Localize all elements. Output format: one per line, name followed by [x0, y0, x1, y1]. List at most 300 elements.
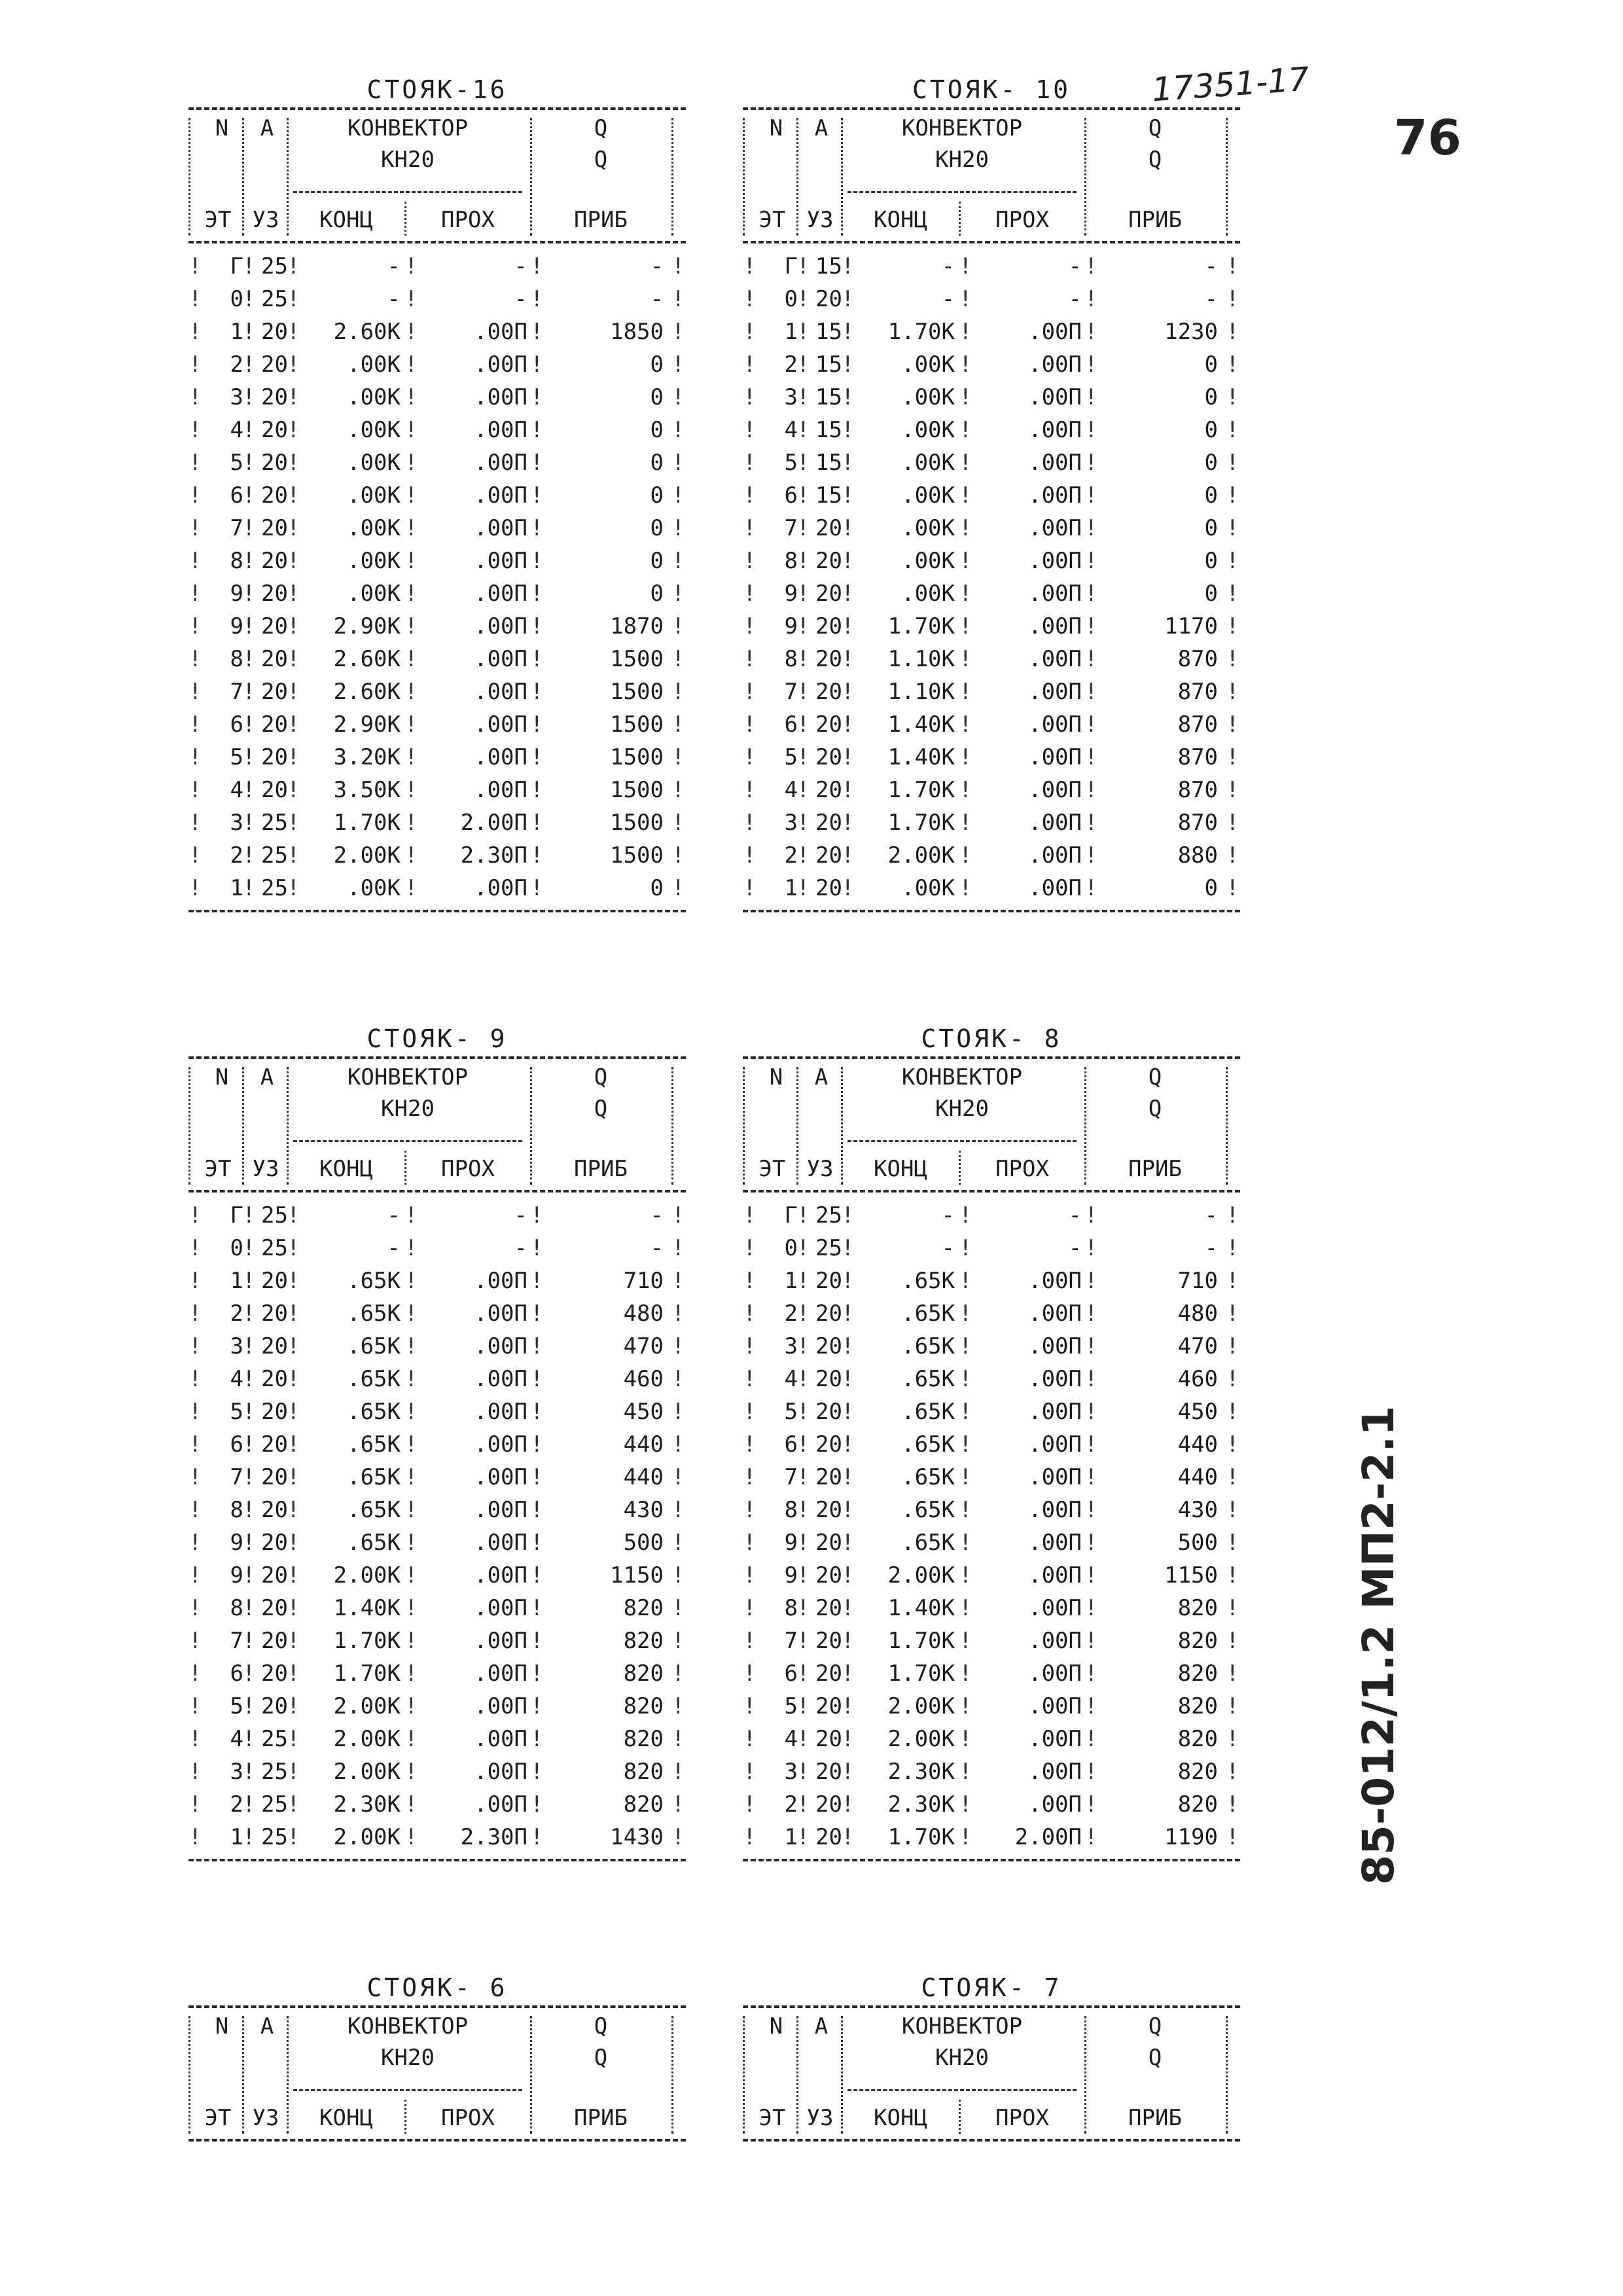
column-bar: ! — [1226, 1595, 1240, 1621]
header-separator — [404, 2100, 406, 2134]
table-body — [188, 1193, 686, 1859]
column-bar: ! — [959, 613, 972, 639]
column-bar: ! — [1226, 646, 1240, 672]
cell-node: 20 — [815, 1824, 842, 1850]
header-prox: ПРОХ — [441, 207, 495, 233]
column-bar: ! — [1084, 1759, 1098, 1785]
column-bar: ! — [743, 1366, 757, 1392]
table-row — [743, 1821, 1240, 1854]
header-a: А — [260, 2013, 274, 2039]
table-row — [188, 1657, 686, 1690]
column-bar: ! — [404, 286, 418, 312]
column-bar: ! — [242, 646, 256, 672]
column-bar: ! — [671, 1628, 685, 1654]
header-prib: ПРИБ — [574, 1156, 628, 1182]
table-row — [188, 839, 686, 872]
header-prox: ПРОХ — [441, 2105, 495, 2131]
column-bar: ! — [242, 1235, 256, 1261]
cell-floor: 7 — [784, 515, 798, 541]
column-bar: ! — [959, 1530, 972, 1556]
column-bar: ! — [796, 1366, 810, 1392]
cell-prox: .00П — [474, 646, 527, 672]
table-row — [743, 1199, 1240, 1232]
table-body — [743, 243, 1240, 910]
cell-node: 20 — [261, 1693, 288, 1719]
header-konc: КОНЦ — [874, 207, 927, 233]
column-bar: ! — [242, 1464, 256, 1490]
cell-floor: 4 — [230, 1366, 243, 1392]
column-bar: ! — [242, 744, 256, 770]
cell-konc: .65К — [347, 1268, 401, 1294]
column-bar: ! — [743, 482, 757, 509]
column-bar: ! — [1084, 1202, 1098, 1229]
table-row — [188, 1363, 686, 1395]
header-separator — [671, 1067, 673, 1185]
header-model: КН20 — [381, 2045, 435, 2071]
header-model: КН20 — [381, 1096, 435, 1122]
column-bar: ! — [1226, 1399, 1240, 1425]
cell-prib: 460 — [1177, 1366, 1218, 1392]
column-bar: ! — [287, 417, 300, 443]
cell-prib: 0 — [650, 450, 664, 476]
cell-prox: .00П — [474, 744, 527, 770]
column-bar: ! — [1226, 1824, 1240, 1850]
cell-konc: 1.70К — [333, 810, 401, 836]
header-convector: КОНВЕКТОР — [901, 1064, 1023, 1090]
cell-prox: .00П — [474, 384, 527, 410]
cell-prib: 470 — [623, 1333, 664, 1359]
column-bar: ! — [287, 1726, 300, 1752]
cell-floor: 7 — [784, 1628, 798, 1654]
column-bar: ! — [841, 581, 855, 607]
cell-floor: 7 — [230, 1464, 243, 1490]
column-bar: ! — [671, 1464, 685, 1490]
column-bar: ! — [796, 1497, 810, 1523]
cell-node: 20 — [261, 1333, 288, 1359]
cell-konc: - — [941, 1202, 955, 1229]
cell-konc: .65К — [347, 1366, 401, 1392]
column-bar: ! — [671, 384, 685, 410]
header-separator — [188, 118, 190, 236]
column-bar: ! — [188, 1464, 202, 1490]
column-bar: ! — [796, 515, 810, 541]
column-bar: ! — [1084, 319, 1098, 345]
column-bar: ! — [188, 744, 202, 770]
column-bar: ! — [841, 1562, 855, 1588]
column-bar: ! — [671, 1399, 685, 1425]
column-bar: ! — [1084, 875, 1098, 901]
cell-floor: 2 — [230, 351, 243, 378]
cell-konc: 1.70К — [887, 613, 955, 639]
column-bar: ! — [1084, 1824, 1098, 1850]
column-bar: ! — [841, 1464, 855, 1490]
column-bar: ! — [796, 482, 810, 509]
column-bar: ! — [404, 1366, 418, 1392]
column-bar: ! — [959, 1399, 972, 1425]
column-bar: ! — [841, 1759, 855, 1785]
cell-prox: .00П — [1028, 1497, 1082, 1523]
column-bar: ! — [796, 253, 810, 279]
cell-node: 20 — [261, 1431, 288, 1458]
column-bar: ! — [287, 384, 300, 410]
column-bar: ! — [671, 548, 685, 574]
column-bar: ! — [530, 482, 544, 509]
cell-prox: - — [514, 286, 527, 312]
column-bar: ! — [404, 842, 418, 869]
cell-konc: .00К — [347, 515, 401, 541]
column-bar: ! — [530, 1235, 544, 1261]
column-bar: ! — [959, 548, 972, 574]
cell-node: 25 — [261, 810, 288, 836]
column-bar: ! — [841, 1628, 855, 1654]
cell-floor: 8 — [230, 1595, 243, 1621]
column-bar: ! — [188, 1562, 202, 1588]
column-bar: ! — [671, 1300, 685, 1327]
header-n: N — [215, 115, 229, 141]
cell-prox: .00П — [1028, 1300, 1082, 1327]
column-bar: ! — [743, 1464, 757, 1490]
cell-prox: .00П — [1028, 1366, 1082, 1392]
column-bar: ! — [530, 1791, 544, 1818]
column-bar: ! — [841, 777, 855, 803]
column-bar: ! — [242, 1693, 256, 1719]
column-bar: ! — [796, 810, 810, 836]
header-separator — [1226, 1067, 1228, 1185]
column-bar: ! — [1226, 581, 1240, 607]
column-bar: ! — [188, 417, 202, 443]
table-row — [743, 1526, 1240, 1559]
cell-prib: - — [650, 286, 664, 312]
column-bar: ! — [841, 1726, 855, 1752]
cell-prox: .00П — [1028, 744, 1082, 770]
cell-prib: 820 — [1177, 1791, 1218, 1818]
column-bar: ! — [287, 319, 300, 345]
header-separator — [1226, 118, 1228, 236]
riser-table-6 — [188, 1970, 686, 2142]
cell-prib: - — [650, 1235, 664, 1261]
cell-floor: 5 — [784, 1399, 798, 1425]
cell-prib: 0 — [650, 548, 664, 574]
cell-floor: 3 — [784, 1333, 798, 1359]
column-bar: ! — [1084, 1628, 1098, 1654]
column-bar: ! — [1226, 351, 1240, 378]
column-bar: ! — [530, 1268, 544, 1294]
document-number: 17351-17 — [1150, 60, 1311, 109]
column-bar: ! — [841, 1366, 855, 1392]
column-bar: ! — [188, 319, 202, 345]
cell-prox: .00П — [474, 1759, 527, 1785]
header-separator — [841, 2016, 843, 2134]
column-bar: ! — [1084, 384, 1098, 410]
cell-konc: 1.70К — [887, 1824, 955, 1850]
cell-floor: 1 — [784, 1824, 798, 1850]
cell-prox: 2.00П — [460, 810, 527, 836]
header-separator — [1084, 118, 1086, 236]
cell-prib: 0 — [1204, 875, 1218, 901]
cell-node: 20 — [815, 515, 842, 541]
column-bar: ! — [530, 1431, 544, 1458]
table-row — [743, 1265, 1240, 1297]
column-bar: ! — [959, 1366, 972, 1392]
header-q1: Q — [594, 1064, 608, 1090]
column-bar: ! — [959, 1235, 972, 1261]
cell-konc: .65К — [901, 1366, 955, 1392]
column-bar: ! — [743, 1497, 757, 1523]
cell-prox: - — [1068, 1202, 1082, 1229]
column-bar: ! — [530, 679, 544, 705]
cell-prox: .00П — [1028, 1530, 1082, 1556]
column-bar: ! — [841, 384, 855, 410]
column-bar: ! — [796, 1562, 810, 1588]
cell-konc: .65К — [901, 1333, 955, 1359]
cell-floor: 7 — [784, 679, 798, 705]
column-bar: ! — [841, 253, 855, 279]
column-bar: ! — [287, 875, 300, 901]
cell-konc: 2.00К — [887, 1693, 955, 1719]
column-bar: ! — [404, 1268, 418, 1294]
column-bar: ! — [959, 581, 972, 607]
column-bar: ! — [796, 1660, 810, 1687]
column-bar: ! — [841, 1497, 855, 1523]
cell-node: 25 — [815, 1202, 842, 1229]
column-bar: ! — [959, 1268, 972, 1294]
column-bar: ! — [841, 1300, 855, 1327]
riser-title: СТОЯК-16 — [366, 75, 508, 104]
cell-node: 15 — [815, 351, 842, 378]
column-bar: ! — [796, 1464, 810, 1490]
header-q2: Q — [594, 1096, 608, 1122]
header-model: КН20 — [935, 1096, 989, 1122]
cell-node: 20 — [815, 1759, 842, 1785]
cell-floor: Г — [784, 1202, 798, 1229]
cell-konc: .00К — [901, 351, 955, 378]
column-bar: ! — [671, 679, 685, 705]
cell-node: 25 — [261, 842, 288, 869]
cell-prox: 2.30П — [460, 842, 527, 869]
column-bar: ! — [841, 744, 855, 770]
cell-prib: 1150 — [610, 1562, 664, 1588]
cell-prib: 1500 — [610, 777, 664, 803]
column-bar: ! — [188, 515, 202, 541]
header-separator — [287, 1067, 289, 1185]
table-header — [188, 1059, 686, 1190]
riser-table-16 — [188, 72, 686, 912]
column-bar: ! — [1084, 581, 1098, 607]
cell-floor: 5 — [784, 450, 798, 476]
column-bar: ! — [188, 711, 202, 738]
table-row — [188, 675, 686, 708]
column-bar: ! — [188, 1660, 202, 1687]
table-row — [188, 1461, 686, 1494]
cell-floor: 7 — [784, 1464, 798, 1490]
cell-node: 25 — [261, 1759, 288, 1785]
cell-prox: .00П — [1028, 1464, 1082, 1490]
column-bar: ! — [959, 1333, 972, 1359]
column-bar: ! — [959, 1464, 972, 1490]
cell-prox: .00П — [474, 1333, 527, 1359]
column-bar: ! — [743, 1202, 757, 1229]
cell-node: 20 — [815, 1497, 842, 1523]
cell-prib: 430 — [623, 1497, 664, 1523]
column-bar: ! — [1084, 842, 1098, 869]
cell-prib: 710 — [623, 1268, 664, 1294]
column-bar: ! — [404, 351, 418, 378]
column-bar: ! — [796, 1431, 810, 1458]
column-bar: ! — [959, 646, 972, 672]
cell-prib: 820 — [1177, 1628, 1218, 1654]
column-bar: ! — [743, 1759, 757, 1785]
cell-konc: 1.70К — [887, 777, 955, 803]
cell-konc: 2.60К — [333, 319, 401, 345]
column-bar: ! — [530, 286, 544, 312]
column-bar: ! — [796, 1759, 810, 1785]
column-bar: ! — [530, 1333, 544, 1359]
column-bar: ! — [404, 319, 418, 345]
column-bar: ! — [188, 1235, 202, 1261]
column-bar: ! — [188, 1202, 202, 1229]
column-bar: ! — [188, 777, 202, 803]
cell-floor: 6 — [230, 1431, 243, 1458]
cell-node: 20 — [261, 777, 288, 803]
column-bar: ! — [796, 777, 810, 803]
cell-konc: 1.10К — [887, 679, 955, 705]
cell-node: 15 — [815, 482, 842, 509]
cell-konc: .65К — [347, 1497, 401, 1523]
cell-node: 20 — [815, 1530, 842, 1556]
column-bar: ! — [671, 1595, 685, 1621]
cell-prib: 440 — [623, 1464, 664, 1490]
column-bar: ! — [1084, 1268, 1098, 1294]
column-bar: ! — [1226, 810, 1240, 836]
cell-prib: 0 — [1204, 482, 1218, 509]
table-row — [188, 610, 686, 643]
cell-prib: 870 — [1177, 711, 1218, 738]
cell-prox: .00П — [474, 548, 527, 574]
header-separator — [1084, 1067, 1086, 1185]
column-bar: ! — [743, 777, 757, 803]
column-bar: ! — [671, 482, 685, 509]
cell-floor: 3 — [230, 810, 243, 836]
cell-floor: 9 — [230, 581, 243, 607]
cell-prib: 1500 — [610, 711, 664, 738]
cell-floor: 4 — [230, 1726, 243, 1752]
cell-prox: .00П — [474, 1300, 527, 1327]
cell-floor: 4 — [784, 417, 798, 443]
cell-prib: 870 — [1177, 679, 1218, 705]
column-bar: ! — [1084, 1399, 1098, 1425]
cell-prib: 0 — [650, 351, 664, 378]
cell-floor: 4 — [784, 1366, 798, 1392]
column-bar: ! — [841, 515, 855, 541]
cell-floor: 2 — [230, 842, 243, 869]
cell-prib: 0 — [1204, 384, 1218, 410]
column-bar: ! — [1226, 1202, 1240, 1229]
column-bar: ! — [287, 842, 300, 869]
cell-floor: 7 — [230, 1628, 243, 1654]
cell-konc: 1.70К — [887, 1628, 955, 1654]
column-bar: ! — [404, 515, 418, 541]
cell-konc: 2.00К — [333, 1759, 401, 1785]
column-bar: ! — [841, 548, 855, 574]
column-bar: ! — [242, 319, 256, 345]
header-convector: КОНВЕКТОР — [347, 2013, 469, 2039]
header-convector: КОНВЕКТОР — [347, 1064, 469, 1090]
column-bar: ! — [743, 679, 757, 705]
cell-konc: - — [387, 1202, 401, 1229]
column-bar: ! — [287, 1759, 300, 1785]
column-bar: ! — [796, 351, 810, 378]
table-row — [188, 1755, 686, 1788]
column-bar: ! — [188, 581, 202, 607]
table-row — [743, 577, 1240, 610]
cell-prox: .00П — [1028, 450, 1082, 476]
cell-prib: 0 — [1204, 417, 1218, 443]
column-bar: ! — [530, 1202, 544, 1229]
cell-konc: 1.40К — [333, 1595, 401, 1621]
table-row — [743, 1428, 1240, 1461]
header-separator — [841, 118, 843, 236]
column-bar: ! — [1226, 548, 1240, 574]
cell-node: 20 — [815, 1399, 842, 1425]
header-prib: ПРИБ — [1128, 1156, 1182, 1182]
column-bar: ! — [1226, 319, 1240, 345]
cell-node: 20 — [261, 679, 288, 705]
column-bar: ! — [841, 1268, 855, 1294]
header-separator — [671, 118, 673, 236]
column-bar: ! — [743, 1791, 757, 1818]
cell-prib: 1230 — [1164, 319, 1218, 345]
table-header — [743, 2008, 1240, 2139]
table-row — [188, 1232, 686, 1265]
cell-prib: - — [650, 1202, 664, 1229]
column-bar: ! — [242, 1431, 256, 1458]
column-bar: ! — [404, 613, 418, 639]
column-bar: ! — [1084, 1562, 1098, 1588]
column-bar: ! — [743, 319, 757, 345]
table-row — [188, 741, 686, 774]
cell-prib: 1500 — [610, 679, 664, 705]
column-bar: ! — [671, 581, 685, 607]
side-document-code: 85-012/1.2 МП2-2.1 — [1353, 1405, 1404, 1885]
cell-konc: - — [941, 253, 955, 279]
cell-node: 20 — [261, 548, 288, 574]
column-bar: ! — [743, 417, 757, 443]
cell-prox: .00П — [1028, 613, 1082, 639]
header-a: А — [260, 1064, 274, 1090]
cell-floor: 4 — [230, 417, 243, 443]
column-bar: ! — [959, 1202, 972, 1229]
column-bar: ! — [796, 842, 810, 869]
cell-prox: .00П — [1028, 1268, 1082, 1294]
cell-floor: 8 — [784, 646, 798, 672]
column-bar: ! — [287, 613, 300, 639]
cell-node: 20 — [261, 1366, 288, 1392]
header-et: ЭТ — [204, 2105, 232, 2131]
column-bar: ! — [959, 450, 972, 476]
column-bar: ! — [530, 777, 544, 803]
column-bar: ! — [796, 1268, 810, 1294]
cell-node: 20 — [815, 1464, 842, 1490]
cell-node: 20 — [261, 1562, 288, 1588]
cell-node: 20 — [261, 417, 288, 443]
table-row — [188, 1526, 686, 1559]
header-q2: Q — [594, 147, 608, 173]
cell-prox: .00П — [1028, 1726, 1082, 1752]
cell-node: 20 — [261, 1628, 288, 1654]
table-row — [188, 283, 686, 315]
header-separator — [242, 118, 244, 236]
column-bar: ! — [959, 384, 972, 410]
